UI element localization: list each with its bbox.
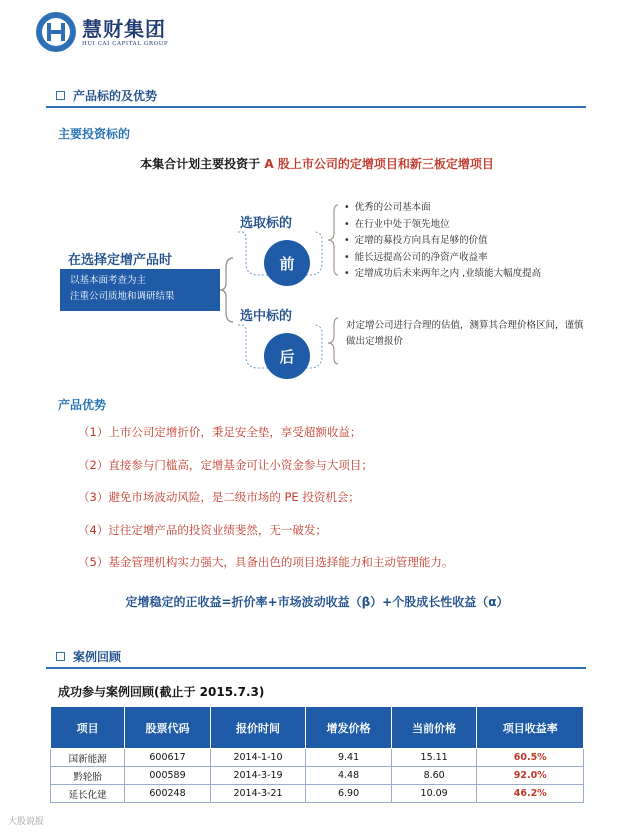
- cell-project: 国新能源: [51, 749, 125, 767]
- cell-current-price: 10.09: [391, 785, 477, 803]
- col-header: 股票代码: [125, 707, 211, 749]
- advantage-item: （4）过往定增产品的投资业绩斐然，无一破发；: [78, 523, 327, 537]
- table-row: [51, 767, 584, 785]
- cell-issue-price: 4.48: [306, 767, 392, 785]
- section-heading-cases: [46, 645, 586, 669]
- case-table: [50, 706, 584, 803]
- cell-current-price: 8.60: [391, 767, 477, 785]
- valuation-text: 对定增公司进行合理的估值，测算其合理价格区间，谨慎做出定增报价: [346, 320, 584, 347]
- square-bullet-icon: [56, 652, 65, 661]
- list-item: • 定增成功后未来两年之内 ,业绩能大幅度提高: [344, 266, 541, 283]
- section-title: 案例回顾: [73, 649, 122, 664]
- list-item: • 在行业中处于领先地位: [344, 217, 541, 234]
- section-heading-products: [46, 84, 586, 108]
- advantage-item: （5）基金管理机构实力强大，具备出色的项目选择能力和主动管理能力。: [78, 555, 454, 569]
- advantage-item: （2）直接参与门槛高，定增基金可让小资金参与大项目；: [78, 458, 373, 472]
- before-circle: 前: [264, 240, 310, 286]
- cell-date: 2014-1-10: [210, 749, 305, 767]
- table-row: [51, 749, 584, 767]
- pick-criteria-list: [344, 200, 541, 283]
- logo-mark-icon: [36, 12, 76, 52]
- cell-issue-price: 9.41: [306, 749, 392, 767]
- cell-current-price: 15.11: [391, 749, 477, 767]
- col-header: 项目收益率: [477, 707, 584, 749]
- list-item: • 优秀的公司基本面: [344, 200, 541, 217]
- list-item: • 定增的募投方向具有足够的价值: [344, 233, 541, 250]
- advantage-item: （1）上市公司定增折价，秉足安全垫，享受超额收益；: [78, 425, 362, 439]
- selection-label: 在选择定增产品时: [68, 253, 173, 268]
- cell-date: 2014-3-21: [210, 785, 305, 803]
- case-table-title: 成功参与案例回顾(截止于 2015.7.3): [58, 685, 265, 699]
- chosen-target-label: 选中标的: [240, 309, 293, 324]
- col-header: 增发价格: [306, 707, 392, 749]
- col-header: 项目: [51, 707, 125, 749]
- cell-code: 000589: [125, 767, 211, 785]
- square-bullet-icon: [56, 91, 65, 100]
- pick-target-label: 选取标的: [240, 216, 293, 231]
- cell-return: 60.5%: [477, 749, 584, 767]
- cell-return: 46.2%: [477, 785, 584, 803]
- company-logo: [36, 10, 168, 54]
- col-header: 报价时间: [210, 707, 305, 749]
- table-row: [51, 785, 584, 803]
- cell-project: 黔轮胎: [51, 767, 125, 785]
- table-header-row: [51, 707, 584, 749]
- investment-intro: 本集合计划主要投资于 A 股上市公司的定增项目和新三板定增项目: [140, 157, 494, 171]
- list-item: • 能长远提高公司的净资产收益率: [344, 250, 541, 267]
- return-formula: 定增稳定的正收益=折价率+市场波动收益（β）+个股成长性收益（α）: [125, 595, 509, 609]
- section-title: 产品标的及优势: [73, 88, 158, 103]
- watermark: 大股说报: [8, 817, 45, 827]
- selection-criteria-box: 以基本面考查为主 注重公司质地和调研结果: [60, 269, 220, 311]
- subheading-investment-targets: 主要投资标的: [58, 127, 131, 141]
- advantage-item: （3）避免市场波动风险，是二级市场的 PE 投资机会；: [78, 490, 360, 504]
- cell-project: 延长化建: [51, 785, 125, 803]
- cell-issue-price: 6.90: [306, 785, 392, 803]
- cell-code: 600617: [125, 749, 211, 767]
- cell-date: 2014-3-19: [210, 767, 305, 785]
- logo-english-name: HUI CAI CAPITAL GROUP: [82, 40, 169, 47]
- col-header: 当前价格: [391, 707, 477, 749]
- cell-code: 600248: [125, 785, 211, 803]
- logo-chinese-name: 慧财集团: [82, 16, 166, 41]
- after-circle: 后: [264, 333, 310, 379]
- subheading-advantages: 产品优势: [58, 398, 107, 412]
- cell-return: 92.0%: [477, 767, 584, 785]
